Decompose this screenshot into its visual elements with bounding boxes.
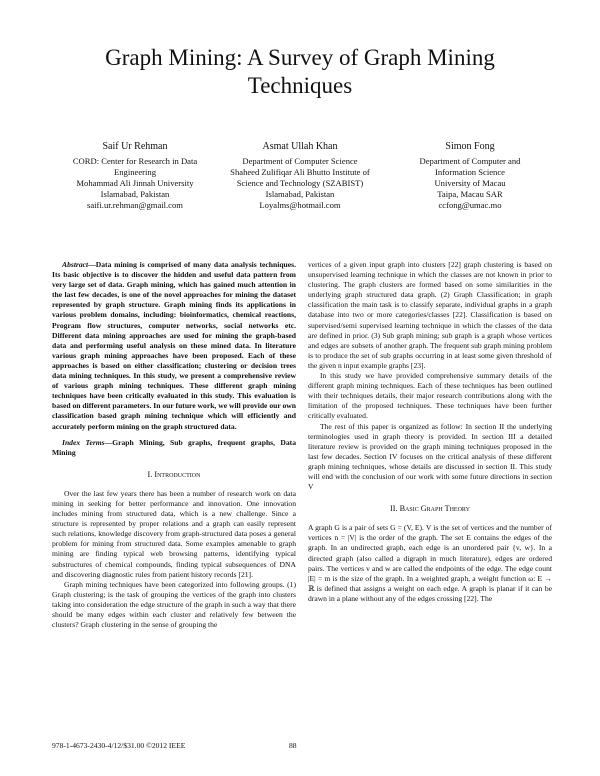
body-paragraph: A graph G is a pair of sets G = (V, E). V is the set of vertices and the number of vertices n = |V| is the order of the graph. The set E contains the edges of the graph. In an undirected graph, each edge is an unordered pair {v, w}. In a directed graph (also called a digraph in much literature), edges are ordered pairs. The vertices v and w are called the endpoints of the edge. The edge count |E| = m is the size of the graph. In a weighted graph, a weight function ω: E → ℝ is defined that assigns a weight on each edge. A graph is planar if it can be drawn in a plane without any of the edges crossing [22]. The: [308, 523, 552, 603]
author-affiliation-line: Islamabad, Pakistan: [265, 189, 335, 199]
index-terms-text: —Graph Mining, Sub graphs, frequent graphs, Data Mining: [52, 437, 296, 457]
abstract-label: Abstract: [62, 260, 89, 269]
title-line-2: Techniques: [247, 73, 353, 98]
abstract: [52, 260, 296, 432]
author-affiliation-line: Islamabad, Pakistan: [100, 189, 170, 199]
author-affiliation-line: Department of Computer Science: [242, 156, 358, 166]
author-name: Asmat Ullah Khan: [262, 141, 338, 152]
title-line-1: Graph Mining: A Survey of Graph Mining: [105, 45, 495, 70]
author-email: Loyalms@hotmail.com: [259, 200, 341, 210]
author-affiliation-line: Mohammad Ali Jinnah University: [76, 178, 194, 188]
author-affiliation-line: Engineering: [114, 167, 156, 177]
author-affiliation-line: Taipa, Macau SAR: [437, 189, 503, 199]
author-name: Saif Ur Rehman: [102, 141, 168, 152]
footer-copyright: 978-1-4673-2430-4/12/$31.00 ©2012 IEEE: [52, 741, 186, 750]
author-block-2: [218, 140, 382, 211]
left-column: [52, 260, 296, 630]
intro-paragraph: Graph mining techniques have been categorized into following groups. (1) Graph clustering; is the task of grouping the vertices of the graph into clusters taking into consideration the edge structure of the graph in such a way that there should be many edges within each cluster and relatively few between the clusters? Graph clustering in the sense of grouping the: [52, 579, 296, 630]
body-paragraph: vertices of a given input graph into clusters [22] graph clustering is based on unsupervised learning technique in which the classes are not known in prior to clustering. The graph clusters are formed based on some similarities in the underlying graph structured data graph. (2) Graph Classification; in graph classification the main task is to classify separate, individual graphs in a graph database into two or more categories/classes [22]. Classification is based on supervised/semi supervised learning technique in which the classes of the data are defined in prior. (3) Sub graph mining; sub graph is a graph whose vertices and edges are subsets of another graph. The frequent sub graph mining problem is to produce the set of sub graphs occurring in at least some given threshold of the given n input example graphs [23].: [308, 260, 552, 370]
body-paragraph: The rest of this paper is organized as follow: In section II the underlying terminologies used in graph theory is provided. In section III a detailed literature review is provided on the graph mining techniques proposed in the last few decades. Section IV focuses on the critical analysis of these different graph mining techniques, whose details are discussed in section II. This study will end with the conclusion of our work with some future directions in section V: [308, 421, 552, 492]
author-block-3: [385, 140, 555, 211]
author-affiliation-line: Department of Computer and: [419, 156, 521, 166]
intro-paragraph: Over the last few years there has been a number of research work on data mining in seeking for better performance and innovation. One innovation includes mining from structured data, which is a new challenge. Since a structure is represented by proper relations and a graph can easily represent such relations, knowledge discovery from graph-structured data poses a general problem for mining from structured data. Some examples amenable to graph mining are finding typical web browsing patterns, identifying typical substructures of chemical compounds, finding typical subsequences of DNA and discovering diagnostic rules from patient history records [21].: [52, 488, 296, 579]
author-block-1: [55, 140, 215, 211]
author-affiliation-line: Information Science: [435, 167, 505, 177]
author-affiliation-line: Shaheed Zulifiqar Ali Bhutto Institute of: [230, 167, 370, 177]
author-affiliation-line: Science and Technology (SZABIST): [236, 178, 364, 188]
author-affiliation-line: University of Macau: [434, 178, 506, 188]
body-paragraph: In this study we have provided comprehensive summary details of the different graph mining techniques. Each of these techniques has been outlined with their techniques details, their major research contributions along with the limitation of the proposed techniques. These techniques have been further critically evaluated.: [308, 371, 552, 421]
index-terms-label: Index Terms: [62, 437, 105, 447]
author-affiliation-line: CORD: Center for Research in Data: [72, 156, 198, 166]
page-number: 88: [289, 741, 297, 750]
index-terms: [52, 438, 296, 458]
author-name: Simon Fong: [445, 141, 495, 152]
section-heading-basic-graph-theory: II. Basic Graph Theory: [390, 504, 470, 514]
author-email: saifi.ur.rehman@gmail.com: [87, 200, 183, 210]
abstract-text: —Data mining is comprised of many data analysis techniques. Its basic objective is to discover the hidden and useful data pattern from very large set of data. Graph mining, which has gained much attention in the last few decades, is one of the novel approaches for mining the dataset represented by graph structure. Graph mining finds its applications in various problem domains, including: bioinformatics, chemical reactions, Program flow structures, computer networks, social networks etc. Different data mining approaches are used for mining the graph-based data and performing useful analysis on these mined data. In literature various graph mining approaches have been proposed. Each of these approaches is based on either classification; clustering or decision trees data mining techniques. In this study, we present a comprehensive review of various graph mining techniques. These different graph mining techniques have been critically evaluated in this study. This evaluation is based on different parameters. In our future work, we will provide our own classification based graph mining technique which will efficiently and accurately perform mining on the graph structured data.: [52, 260, 296, 431]
section-heading-introduction: I. Introduction: [147, 469, 201, 479]
paper-title: [0, 44, 600, 100]
right-column: [308, 260, 552, 604]
author-email: ccfong@umac.mo: [438, 200, 502, 210]
